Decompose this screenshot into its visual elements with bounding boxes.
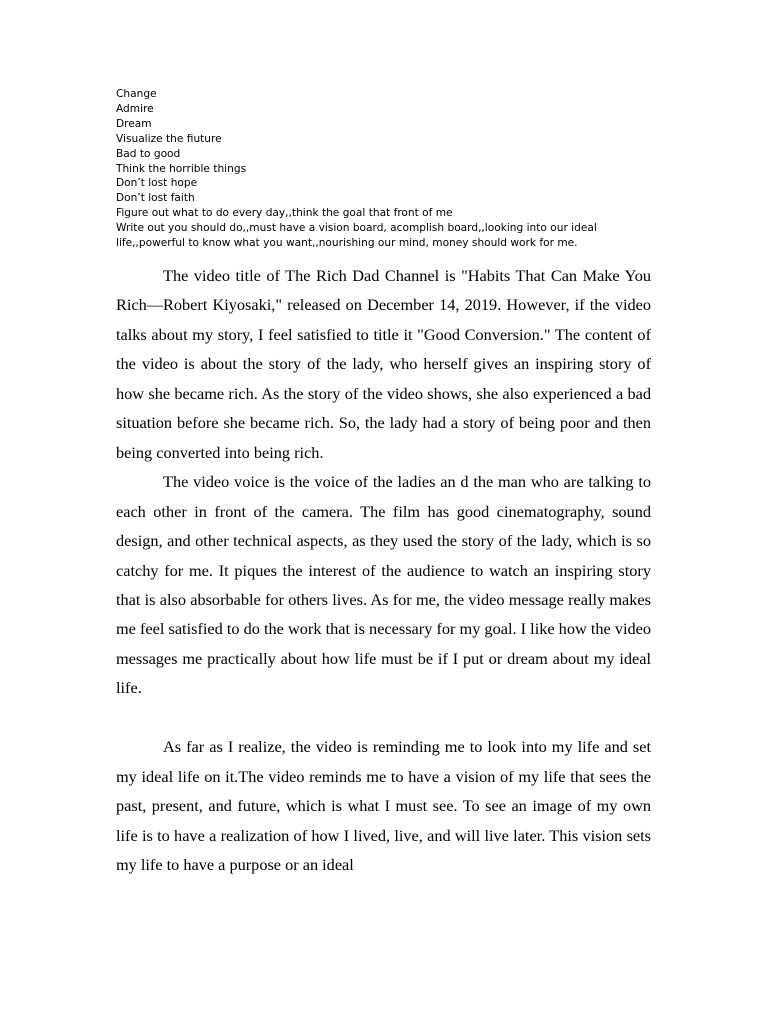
note-line: Write out you should do,,must have a vision board, acomplish board,,looking into our ideal xyxy=(116,222,597,235)
essay-paragraph: The video voice is the voice of the ladies an d the man who are talking to each other in front of the camera. The film has good cinematography, sound design, and other technical aspects, as they used the story of the lady, which is so catchy for me. It piques the interest of the audience to watch an inspiring story that is also absorbable for others lives. As for me, the video message really makes me feel satisfied to do the work that is necessary for my goal. I like how the video messages me practically about how life must be if I put or dream about my ideal life. xyxy=(116,472,651,698)
note-line: Bad to good xyxy=(116,147,181,160)
note-line: life,,powerful to know what you want,,nourishing our mind, money should work for me. xyxy=(116,237,578,250)
notes-list xyxy=(116,87,656,251)
note-line: Change xyxy=(116,88,157,100)
note-line: Don’t lost hope xyxy=(116,177,198,190)
note-line: Figure out what to do every day,,think the goal that front of me xyxy=(116,207,453,220)
note-line: Visualize the fiuture xyxy=(116,132,222,145)
note-line: Dream xyxy=(116,117,152,130)
essay-paragraph: The video title of The Rich Dad Channel is "Habits That Can Make You Rich—Robert Kiyosaki," released on December 14, 2019. However, if the video talks about my story, I feel satisfied to title it "Good Conversion." The content of the video is about the story of the lady, who herself gives an inspiring story of how she became rich. As the story of the video shows, she also experienced a bad situation before she became rich. So, the lady had a story of being poor and then being converted into being rich. xyxy=(116,266,651,462)
essay-paragraph: As far as I realize, the video is reminding me to look into my life and set my ideal life on it.The video reminds me to have a vision of my life that sees the past, present, and future, which is what I must see. To see an image of my own life is to have a realization of how I lived, live, and will live later. This vision sets my life to have a purpose or an ideal xyxy=(116,737,651,875)
paragraph-spacer xyxy=(116,703,651,732)
note-line: Don’t lost faith xyxy=(116,192,195,205)
note-line: Think the horrible things xyxy=(116,162,247,175)
note-line: Admire xyxy=(116,102,154,115)
essay-body xyxy=(116,261,651,880)
